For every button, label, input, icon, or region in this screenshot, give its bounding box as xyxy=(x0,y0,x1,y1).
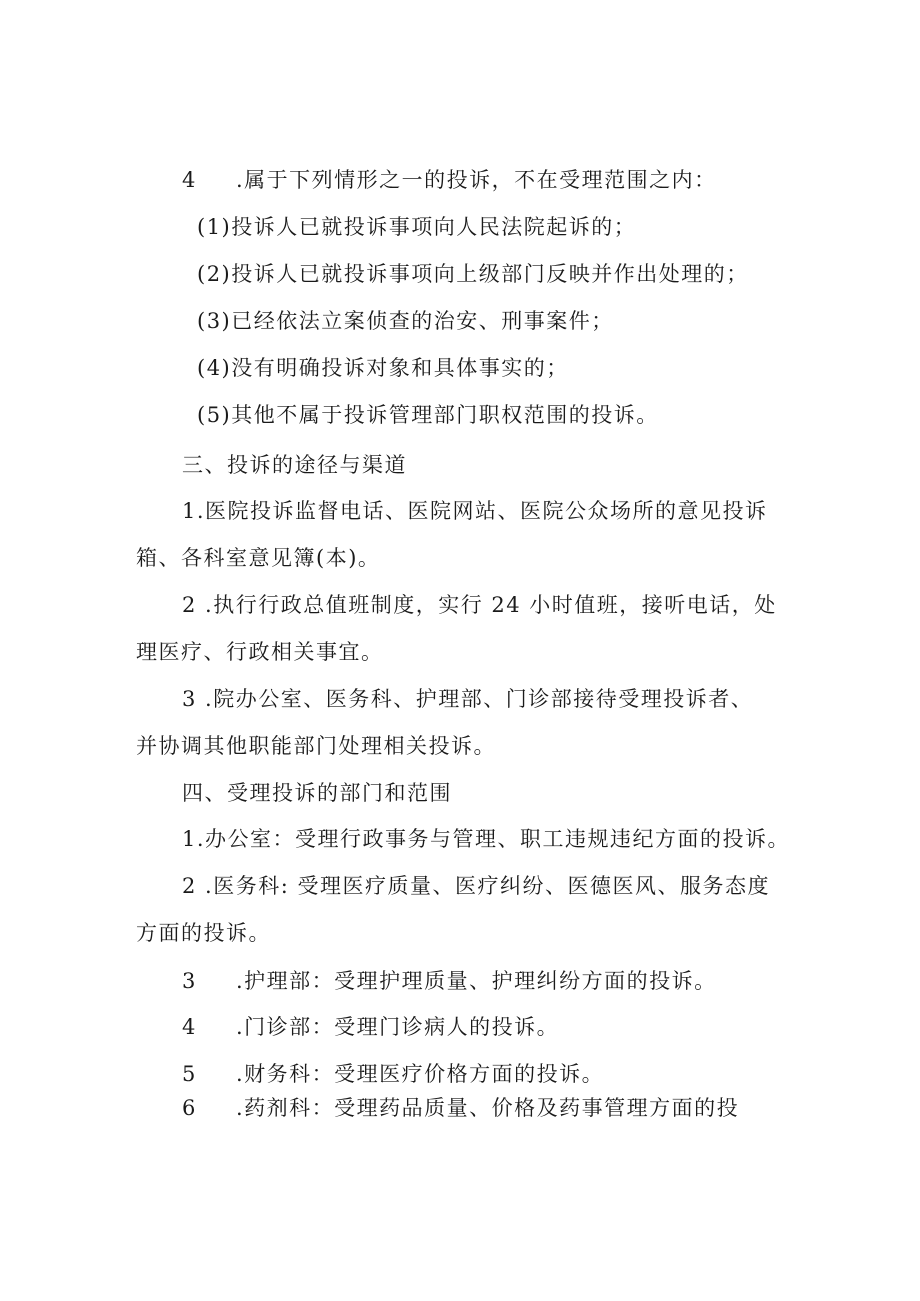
section-3-heading: 三、投诉的途径与渠道 xyxy=(182,453,407,477)
section-4-item-3 xyxy=(182,968,717,994)
section-4-item-2-line-1: 2 .医务科: 受理医疗质量、医疗纠纷、医德医风、服务态度 xyxy=(182,874,770,898)
section-4-item-5 xyxy=(182,1061,604,1087)
section-3-item-2-line-2: 理医疗、行政相关事宜。 xyxy=(136,640,384,664)
item-text: .财务科：受理医疗价格方面的投诉。 xyxy=(236,1062,605,1086)
item-number: 4 xyxy=(182,1015,197,1039)
item-text: .门诊部：受理门诊病人的投诉。 xyxy=(236,1015,560,1039)
section-4-heading: 四、受理投诉的部门和范围 xyxy=(182,781,452,805)
item-number: 5 xyxy=(182,1062,197,1086)
sub-item-5: (5)其他不属于投诉管理部门职权范围的投诉。 xyxy=(197,403,659,427)
item-text: .属于下列情形之一的投诉，不在受理范围之内： xyxy=(236,168,717,192)
section-4-item-4 xyxy=(182,1014,559,1040)
sub-item-3: (3)已经依法立案侦查的治安、刑事案件； xyxy=(197,309,614,333)
section-4-item-1: 1.办公室：受理行政事务与管理、职工违规违纪方面的投诉。 xyxy=(182,827,791,851)
section-4-item-6 xyxy=(182,1095,739,1121)
sub-item-2: (2)投诉人已就投诉事项向上级部门反映并作出处理的； xyxy=(197,262,749,286)
paragraph-item-4 xyxy=(182,167,717,193)
section-3-item-2-line-1: 2 .执行行政总值班制度，实行 24 小时值班，接听电话，处 xyxy=(182,593,777,617)
section-3-item-3-line-1: 3 .院办公室、医务科、护理部、门诊部接待受理投诉者、 xyxy=(182,687,754,711)
item-text: .护理部：受理护理质量、护理纠纷方面的投诉。 xyxy=(236,969,717,993)
item-number: 4 xyxy=(182,168,197,192)
section-4-item-2-line-2: 方面的投诉。 xyxy=(136,921,271,945)
item-number: 6 xyxy=(182,1096,197,1120)
item-number: 3 xyxy=(182,969,197,993)
sub-item-4: (4)没有明确投诉对象和具体事实的； xyxy=(197,356,569,380)
item-text: .药剂科：受理药品质量、价格及药事管理方面的投 xyxy=(236,1096,740,1120)
section-3-item-1-line-1: 1.医院投诉监督电话、医院网站、医院公众场所的意见投诉 xyxy=(182,499,768,523)
sub-item-1: (1)投诉人已就投诉事项向人民法院起诉的； xyxy=(197,215,637,239)
section-3-item-3-line-2: 并协调其他职能部门处理相关投诉。 xyxy=(136,734,496,758)
section-3-item-1-line-2: 箱、各科室意见簿(本)。 xyxy=(136,546,381,570)
